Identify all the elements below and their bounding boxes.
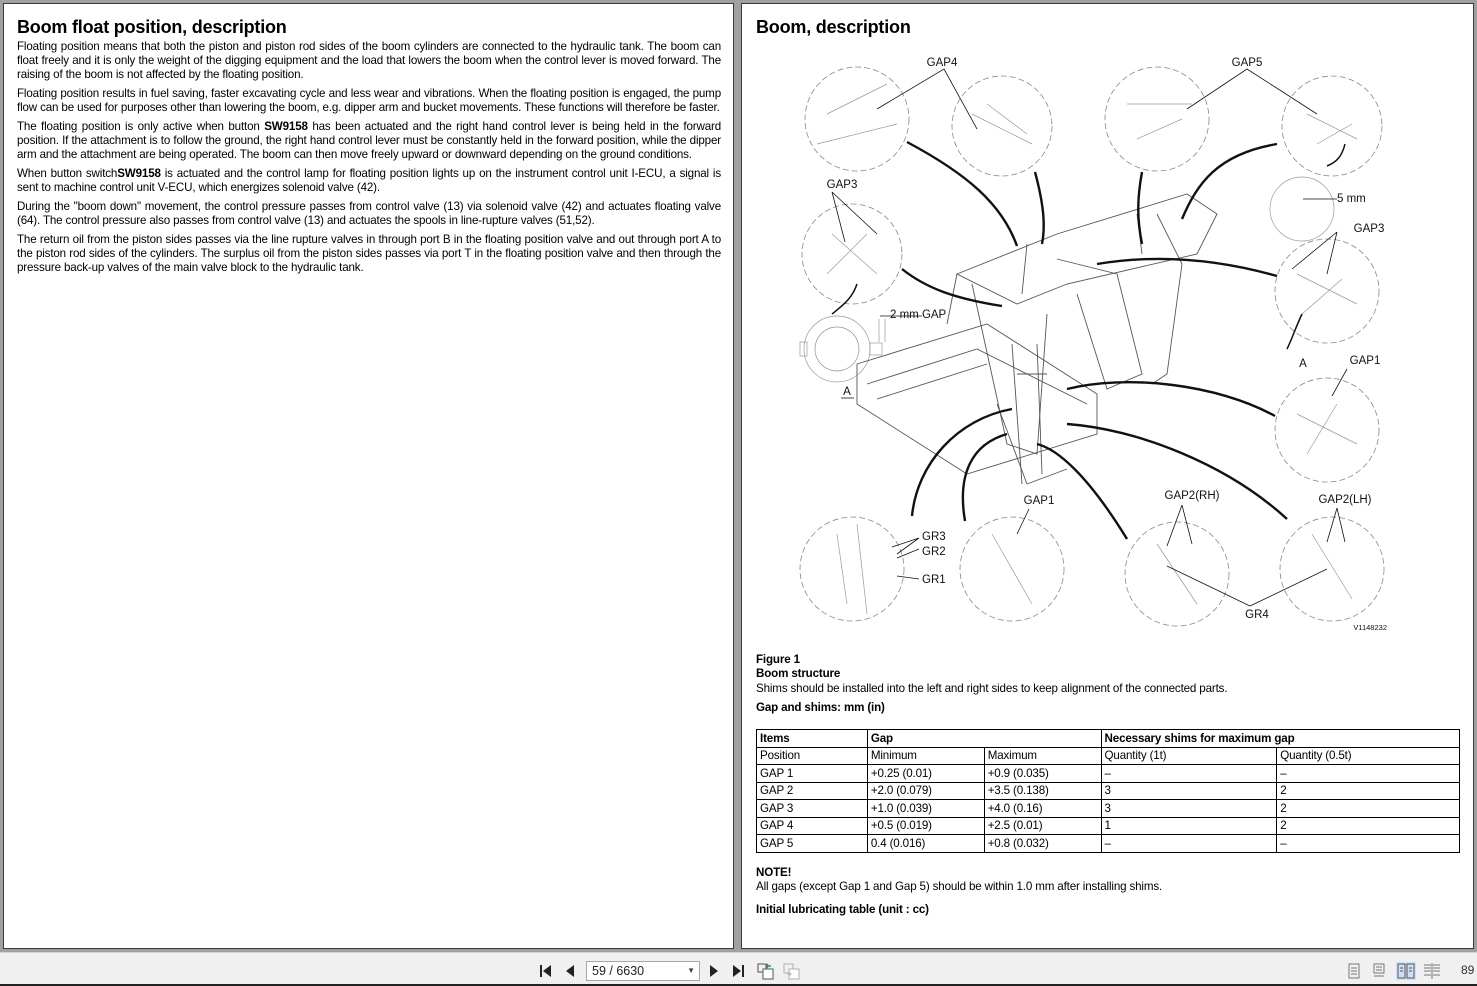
table-cell: 2 <box>1277 782 1460 800</box>
left-page <box>3 3 734 949</box>
right-page <box>741 3 1474 949</box>
svg-text:GAP3: GAP3 <box>1353 223 1385 235</box>
page-title: Boom float position, description <box>17 17 287 37</box>
table-cell: +2.5 (0.01) <box>984 817 1101 835</box>
table-row <box>757 800 1460 818</box>
table-cell: 0.4 (0.016) <box>867 835 984 853</box>
table-cell: 3 <box>1101 782 1277 800</box>
table-row <box>757 835 1460 853</box>
previous-view-button[interactable] <box>756 962 776 980</box>
table-header-cell: Minimum <box>867 747 984 765</box>
page-title: Boom, description <box>756 17 911 37</box>
note-title: NOTE! <box>756 866 792 879</box>
svg-text:A: A <box>843 386 851 398</box>
table-header-cell: Quantity (1t) <box>1101 747 1277 765</box>
first-page-icon <box>538 964 554 978</box>
table-cell: GAP 5 <box>757 835 868 853</box>
table-cell: 2 <box>1277 817 1460 835</box>
paragraph: During the "boom down" movement, the control pressure passes from control valve (13) via solenoid valve (42) and actuates floating valve (64). The control pressure also passes from control valve (13) and actuates the spools in line-rupture valves (51,52). <box>17 200 721 227</box>
next-page-button[interactable] <box>706 963 722 979</box>
table-cell: 3 <box>1101 800 1277 818</box>
svg-text:GR3: GR3 <box>922 531 946 543</box>
table-row <box>757 765 1460 783</box>
two-page-continuous-view-icon <box>1423 963 1441 979</box>
gap-shims-table <box>756 729 1460 853</box>
svg-text:GAP5: GAP5 <box>1231 57 1263 69</box>
table-cell: +0.9 (0.035) <box>984 765 1101 783</box>
table-cell: – <box>1101 765 1277 783</box>
table-header-cell: Items <box>757 730 868 748</box>
table-cell: +1.0 (0.039) <box>867 800 984 818</box>
svg-text:GAP2(LH): GAP2(LH) <box>1318 494 1372 506</box>
body-text <box>17 40 721 280</box>
table-cell: 1 <box>1101 817 1277 835</box>
note-text: All gaps (except Gap 1 and Gap 5) should be within 1.0 mm after installing shims. <box>756 880 1163 893</box>
table-cell: GAP 1 <box>757 765 868 783</box>
page-indicator: 59 / 6630 <box>592 964 645 978</box>
table-header-cell: Necessary shims for maximum gap <box>1101 730 1459 748</box>
svg-text:GAP2(RH): GAP2(RH) <box>1164 490 1220 502</box>
two-page-continuous-view-button[interactable] <box>1422 962 1442 980</box>
continuous-view-button[interactable] <box>1369 962 1389 980</box>
next-page-icon <box>708 964 720 978</box>
single-page-view-icon <box>1348 963 1360 979</box>
svg-text:GAP1: GAP1 <box>1349 355 1381 367</box>
table-header-cell: Position <box>757 747 868 765</box>
table-cell: GAP 3 <box>757 800 868 818</box>
table-cell: GAP 4 <box>757 817 868 835</box>
table-header-cell: Quantity (0.5t) <box>1277 747 1460 765</box>
continuous-view-icon <box>1373 963 1385 979</box>
table-cell: +3.5 (0.138) <box>984 782 1101 800</box>
lube-table-title: Initial lubricating table (unit : cc) <box>756 903 929 916</box>
two-page-view-icon <box>1397 963 1415 979</box>
table-title: Gap and shims: mm (in) <box>756 701 885 714</box>
figure-number: Figure 1 <box>756 653 800 666</box>
table-row <box>757 782 1460 800</box>
table-header-row <box>757 730 1460 748</box>
next-view-button[interactable] <box>782 962 802 980</box>
svg-text:5 mm: 5 mm <box>1337 193 1366 205</box>
last-page-button[interactable] <box>730 963 746 979</box>
svg-text:A: A <box>1299 358 1307 370</box>
previous-page-button[interactable] <box>562 963 578 979</box>
back-view-icon <box>757 962 775 980</box>
table-cell: +4.0 (0.16) <box>984 800 1101 818</box>
paragraph: The return oil from the piston sides passes via the line rupture valves in through port B in the floating position valve and out through port A to the piston rod sides of the cylinders. The surplus oil from the piston sides passes via port T in the floating position valve and then through the pressure back-up valves of the main valve block to the hydraulic tank. <box>17 233 721 274</box>
navigation-toolbar <box>0 952 1477 986</box>
boom-structure-figure <box>797 44 1387 634</box>
table-cell: +0.25 (0.01) <box>867 765 984 783</box>
paragraph: When button switchSW9158 is actuated and the control lamp for floating position lights up on the instrument control unit I-ECU, a signal is sent to machine control unit V-ECU, which energizes solenoid valve (42). <box>17 167 721 194</box>
table-cell: +0.8 (0.032) <box>984 835 1101 853</box>
paragraph: Floating position means that both the piston and piston rod sides of the boom cylinders are connected to the hydraulic tank. The boom can float freely and it is only the weight of the digging equipment and the load that lowers the boom when the control lever is moved forward. The raising of the boom is not affected by the floating position. <box>17 40 721 81</box>
table-cell: – <box>1277 765 1460 783</box>
figure-title: Boom structure <box>756 667 841 680</box>
prev-page-icon <box>564 964 576 978</box>
table-cell: – <box>1277 835 1460 853</box>
svg-text:GR2: GR2 <box>922 546 946 558</box>
table-subheader-row <box>757 747 1460 765</box>
table-cell: +2.0 (0.079) <box>867 782 984 800</box>
figure-description: Shims should be installed into the left and right sides to keep alignment of the connected parts. <box>756 682 1228 695</box>
first-page-button[interactable] <box>538 963 554 979</box>
svg-text:GR1: GR1 <box>922 574 946 586</box>
svg-text:2 mm GAP: 2 mm GAP <box>890 309 947 321</box>
zoom-level: 89 <box>1461 963 1475 977</box>
page-number-dropdown[interactable] <box>586 961 700 981</box>
svg-text:GR4: GR4 <box>1245 609 1269 621</box>
single-page-view-button[interactable] <box>1344 962 1364 980</box>
svg-text:GAP1: GAP1 <box>1023 495 1055 507</box>
table-cell: – <box>1101 835 1277 853</box>
table-header-cell: Gap <box>867 730 1101 748</box>
table-row <box>757 817 1460 835</box>
table-cell: GAP 2 <box>757 782 868 800</box>
paragraph: The floating position is only active when button SW9158 has been actuated and the right hand control lever is being held in the forward position. If the attachment is to follow the ground, the right hand control lever must be constantly held in the forward position, while the dipper arm and the attachment are being operated. The boom can then move freely upward or downward depending on the ground conditions. <box>17 120 721 161</box>
two-page-view-button[interactable] <box>1396 962 1416 980</box>
last-page-icon <box>730 964 746 978</box>
svg-text:GAP4: GAP4 <box>926 57 958 69</box>
table-header-cell: Maximum <box>984 747 1101 765</box>
chevron-down-icon: ▼ <box>687 966 695 975</box>
svg-text:GAP3: GAP3 <box>826 179 858 191</box>
table-cell: 2 <box>1277 800 1460 818</box>
table-cell: +0.5 (0.019) <box>867 817 984 835</box>
boom-diagram <box>797 44 1387 634</box>
forward-view-icon <box>783 962 801 980</box>
svg-text:V1148232: V1148232 <box>1353 623 1387 632</box>
paragraph: Floating position results in fuel saving, faster excavating cycle and less wear and vibrations. When the floating position is engaged, the pump flow can be used for purposes other than lowering the boom, e.g. dipper arm and bucket movements. These functions will therefore be faster. <box>17 87 721 114</box>
